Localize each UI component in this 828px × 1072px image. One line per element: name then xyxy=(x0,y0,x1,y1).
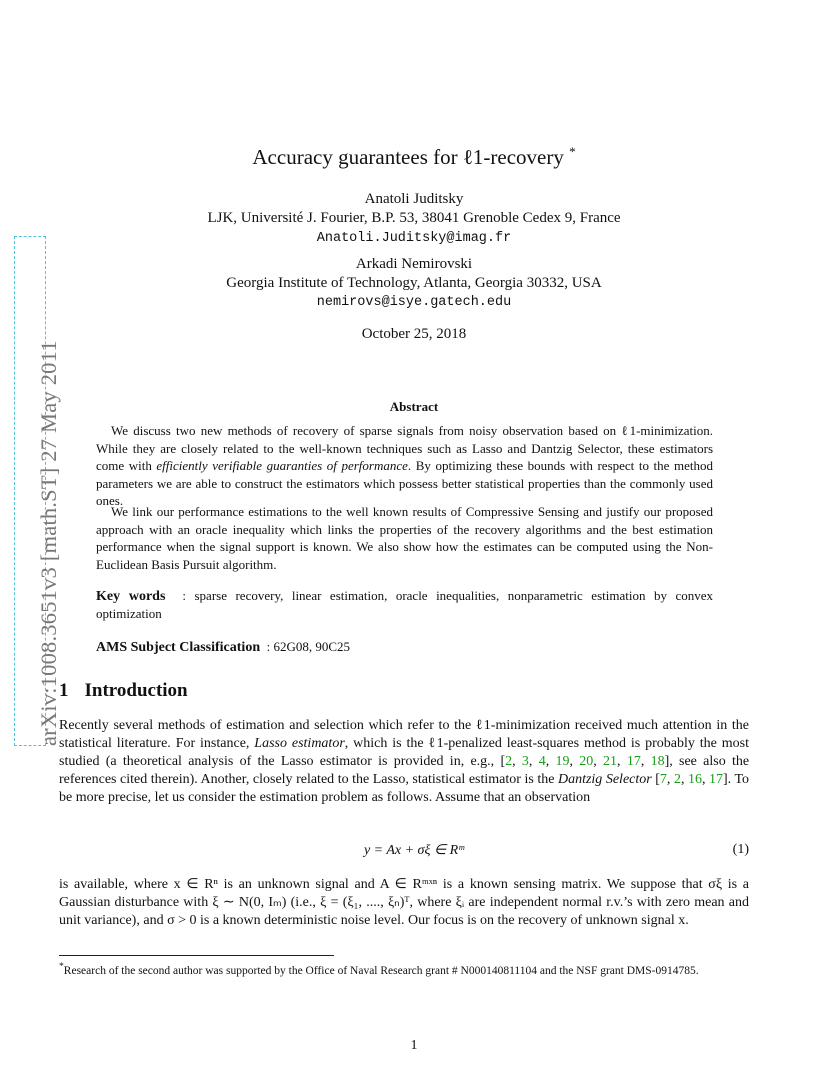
author-affiliation-1: LJK, Université J. Fourier, B.P. 53, 38041 Grenoble Cedex 9, France xyxy=(207,210,621,226)
ams-label: AMS Subject Classification xyxy=(96,640,261,655)
citation-link[interactable]: 7 xyxy=(659,772,667,787)
intro-paragraph-1 xyxy=(59,717,749,807)
citation-link[interactable]: 17 xyxy=(626,754,641,769)
ams-text: : 62G08, 90C25 xyxy=(266,639,351,654)
keywords-label: Key words xyxy=(96,589,166,604)
section-title: Introduction xyxy=(84,680,188,701)
citation-link[interactable]: 3 xyxy=(521,754,529,769)
intro-dantzig: Dantzig Selector xyxy=(557,772,652,787)
ams-classification xyxy=(96,638,713,656)
abstract-p1-emphasis: efficiently verifiable guaranties of performance xyxy=(156,458,408,473)
citation-list-2: 7, 2, 16, 17 xyxy=(659,772,724,787)
author-email-1[interactable]: Anatoli.Juditsky@imag.fr xyxy=(316,231,512,246)
citation-link[interactable]: 18 xyxy=(650,754,665,769)
title-footnote-mark: * xyxy=(569,144,576,159)
citation-link[interactable]: 16 xyxy=(687,772,702,787)
author-affiliation-2: Georgia Institute of Technology, Atlanta, Georgia 30332, USA xyxy=(226,275,602,291)
citation-link[interactable]: 2 xyxy=(505,754,513,769)
abstract-heading: Abstract xyxy=(389,399,439,414)
intro-p1-e: ]. To be more precise, let us consider the estimation problem as follows. Assume that an observation xyxy=(59,772,750,805)
intro-p1-b: , which is the ℓ1-penalized least-squares method is probably the most studied (a theoretical analysis of the Lasso estimator is provided in, e.g., [ xyxy=(59,736,749,769)
citation-link[interactable]: 21 xyxy=(603,754,618,769)
citation-link[interactable]: 19 xyxy=(555,754,570,769)
paper-title xyxy=(0,144,828,170)
intro-p2-b: . We suppose that σξ is a Gaussian disturbance with ξ ∼ N(0, Iₘ) (i.e., ξ = (ξ₁, ...., ξₙ)ᵀ, where ξᵢ are independent normal r.v.’s with zero mean and unit variance), and σ > 0 is a known deterministic noise level. Our focus is on the recovery of unknown signal x. xyxy=(59,877,750,928)
abstract-p1-text-a: We discuss two new methods of recovery of sparse signals from noisy observation based on ℓ1-minimization. While they are closely related to the well-known techniques such as Lasso and Dantzig Selector, these estimators come with xyxy=(96,423,713,473)
author-name-2: Arkadi Nemirovski xyxy=(355,256,473,272)
page-number: 1 xyxy=(410,1038,418,1053)
intro-p1-a: Recently several methods of estimation and selection which refer to the ℓ1-minimization received much attention in the statistical literature. For instance, xyxy=(59,718,749,751)
citation-link[interactable]: 17 xyxy=(709,772,724,787)
equation-number: (1) xyxy=(732,842,749,857)
section-number: 1 xyxy=(59,680,69,701)
intro-paragraph-2 xyxy=(59,876,749,930)
title-text: Accuracy guarantees for ℓ1-recovery xyxy=(252,145,564,169)
author-email-2[interactable]: nemirovs@isye.gatech.edu xyxy=(316,295,512,310)
intro-lasso: Lasso estimator xyxy=(254,736,345,751)
author-name-1: Anatoli Juditsky xyxy=(364,191,464,207)
footnote-rule xyxy=(59,955,334,956)
citation-link[interactable]: 20 xyxy=(579,754,594,769)
citation-link[interactable]: 4 xyxy=(538,754,546,769)
abstract-paragraph-1 xyxy=(96,422,713,510)
footnote xyxy=(59,959,749,979)
paper-date: October 25, 2018 xyxy=(361,326,467,342)
equation-1: y = Ax + σξ ∈ Rᵐ xyxy=(363,843,465,858)
citation-link[interactable]: 2 xyxy=(673,772,681,787)
keywords-text: : sparse recovery, linear estimation, oracle inequalities, nonparametric estimation by convex optimization xyxy=(96,588,713,621)
intro-p1-d: [ xyxy=(651,772,660,787)
keywords xyxy=(96,587,713,622)
section-heading xyxy=(59,680,188,702)
footnote-text: Research of the second author was supported by the Office of Naval Research grant # N000140811104 and the NSF grant DMS-0914785. xyxy=(63,964,699,977)
arxiv-stamp: arXiv:1008.3651v3 [math.ST] 27 May 2011 xyxy=(36,340,61,746)
intro-p1-c: ], see also the references cited therein). Another, closely related to the Lasso, statistical estimator is the xyxy=(59,754,750,787)
footnote-mark: * xyxy=(59,961,64,972)
intro-p2-a: is available, where x ∈ Rⁿ is an unknown signal and A ∈ Rᵐˣⁿ is a known xyxy=(59,877,514,892)
abstract-paragraph-2: We link our performance estimations to the well known results of Compressive Sensing and justify our proposed approach with an oracle inequality which links the properties of the recovery algorithms and the best estimation performance when the signal support is known. We also show how the estimates can be computed using the Non-Euclidean Basis Pursuit algorithm. xyxy=(96,504,713,572)
citation-list-1: 2, 3, 4, 19, 20, 21, 17, 18 xyxy=(505,754,665,769)
intro-sensing-matrix: sensing matrix xyxy=(513,877,598,892)
abstract-p1-text-b: . By optimizing these bounds with respect to the method parameters we are able to construct the estimators which possess better statistical properties than the commonly used ones. xyxy=(96,458,713,508)
